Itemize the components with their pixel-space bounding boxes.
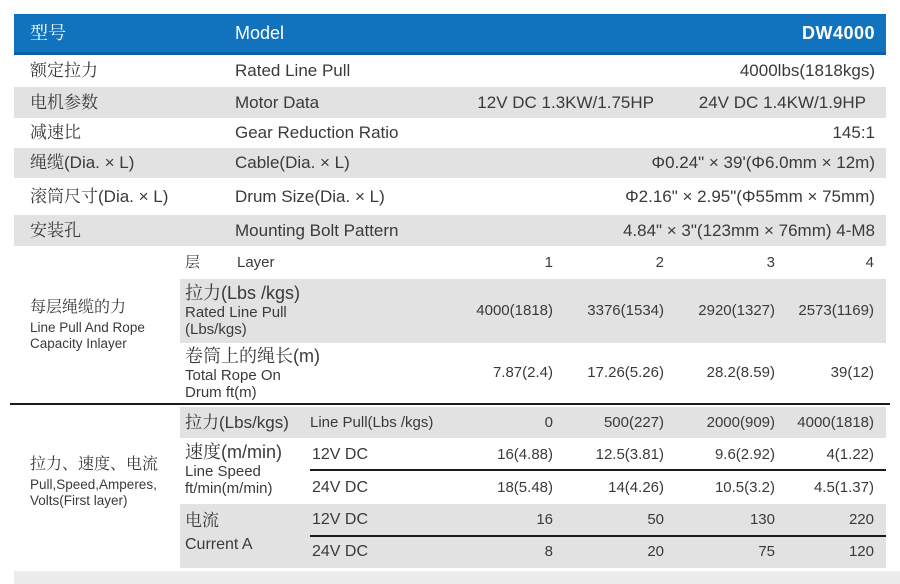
rope-length-value: 7.87(2.4)	[492, 364, 553, 381]
spec-row-cable	[14, 148, 886, 178]
spec-row-drum-size	[14, 178, 886, 215]
rated-pull-value: 2573(1169)	[798, 302, 874, 319]
side-label-en: Line Pull And Rope	[30, 320, 145, 335]
voltage-label-24v: 24V DC	[312, 543, 369, 560]
layer-capacity-section	[14, 246, 886, 403]
motor-value-12v: 12V DC 1.3KW/1.75HP	[477, 93, 654, 112]
current-value: 130	[749, 511, 775, 528]
line-pull-value: 2000(909)	[706, 414, 775, 431]
rope-length-value: 28.2(8.59)	[706, 364, 775, 381]
row-value: Φ0.24" × 39'(Φ6.0mm × 12m)	[651, 153, 875, 172]
rope-length-value: 39(12)	[830, 364, 874, 381]
model-number: DW4000	[801, 23, 875, 43]
line-speed-label	[185, 441, 282, 497]
side-label-en: Capacity Inlayer	[30, 336, 127, 351]
layer-label-en: Layer	[237, 254, 275, 271]
spec-row-rated-line-pull	[14, 55, 886, 87]
section-side-label	[30, 453, 158, 509]
current-label-cn: 电流	[185, 511, 219, 530]
speed-value: 9.6(2.92)	[714, 446, 775, 463]
row-label-cn: 安装孔	[30, 221, 81, 240]
row-label-en: Mounting Bolt Pattern	[235, 221, 399, 240]
layer-number: 4	[865, 254, 874, 271]
spec-row-mounting-bolt	[14, 215, 886, 246]
performance-section	[14, 405, 886, 568]
side-label-cn: 每层绳缆的力	[30, 299, 127, 316]
spec-row-gear-ratio	[14, 118, 886, 148]
speed-value: 4(1.22)	[826, 446, 874, 463]
row-label-cn: 滚筒尺寸(Dia. × L)	[30, 187, 169, 206]
side-label-cn: 拉力、速度、电流	[30, 456, 159, 473]
row-label-en: Gear Reduction Ratio	[235, 123, 399, 142]
speed-value: 4.5(1.37)	[813, 479, 874, 496]
row-label-en: Drum Size(Dia. × L)	[235, 187, 385, 206]
current-value: 16	[536, 511, 553, 528]
current-label-en: Current A	[185, 536, 253, 553]
layer-label-cn: 层	[185, 254, 201, 271]
rope-length-value: 17.26(5.26)	[587, 364, 664, 381]
line-pull-value: 4000(1818)	[797, 414, 874, 431]
row-label-en: Motor Data	[235, 93, 320, 112]
voltage-label-12v: 12V DC	[312, 446, 369, 463]
rope-length-label-en: Total Rope On	[185, 367, 281, 384]
side-label-en: Volts(First layer)	[30, 493, 128, 508]
voltage-label-24v: 24V DC	[312, 479, 369, 496]
line-speed-label-en: Line Speed	[185, 463, 261, 480]
speed-value: 12.5(3.81)	[595, 446, 664, 463]
current-value: 220	[848, 511, 874, 528]
current-value: 50	[647, 511, 664, 528]
rated-pull-value: 2920(1327)	[698, 302, 775, 319]
current-value: 120	[848, 543, 874, 560]
current-label	[185, 509, 253, 557]
line-pull-label-cn: 拉力(Lbs/kgs)	[185, 413, 289, 432]
row-label-cn: 电机参数	[30, 93, 98, 112]
row-label-cn: 减速比	[30, 123, 81, 142]
row-divider-line	[310, 469, 886, 471]
layer-number: 2	[655, 254, 664, 271]
row-label-en: Rated Line Pull	[235, 61, 351, 80]
page-footer-strip	[14, 571, 900, 584]
current-value: 75	[758, 543, 775, 560]
row-label-cn: 额定拉力	[30, 61, 98, 80]
header-label-en: Model	[235, 23, 285, 43]
voltage-label-12v: 12V DC	[312, 511, 369, 528]
rated-pull-value: 4000(1818)	[476, 302, 553, 319]
line-pull-value: 500(227)	[603, 414, 664, 431]
side-label-en: Pull,Speed,Amperes,	[30, 477, 157, 492]
line-pull-value: 0	[544, 414, 553, 431]
rated-pull-label	[185, 282, 300, 338]
current-value: 20	[647, 543, 664, 560]
line-speed-label-cn: 速度(m/min)	[185, 442, 282, 462]
row-label-en: Cable(Dia. × L)	[235, 153, 350, 172]
speed-value: 18(5.48)	[497, 479, 553, 496]
layer-number: 3	[766, 254, 775, 271]
speed-value: 10.5(3.2)	[714, 479, 775, 496]
section-side-label	[30, 296, 145, 352]
spec-row-motor-data	[14, 87, 886, 118]
layer-number: 1	[544, 254, 553, 271]
rope-length-label	[185, 345, 320, 401]
current-value: 8	[544, 543, 553, 560]
table-header-row	[14, 14, 886, 55]
rated-pull-label-en: (Lbs/kgs)	[185, 321, 247, 338]
speed-value: 14(4.26)	[608, 479, 664, 496]
rated-pull-value: 3376(1534)	[587, 302, 664, 319]
row-label-cn: 绳缆(Dia. × L)	[30, 153, 135, 172]
rated-pull-label-cn: 拉力(Lbs /kgs)	[185, 283, 301, 303]
rope-length-label-en: Drum ft(m)	[185, 384, 257, 401]
row-value: 145:1	[832, 123, 875, 142]
row-divider-line	[310, 535, 886, 537]
spec-table	[14, 14, 886, 568]
row-value: 4000lbs(1818kgs)	[739, 61, 875, 80]
speed-value: 16(4.88)	[497, 446, 553, 463]
row-value: 4.84" × 3"(123mm × 76mm) 4-M8	[622, 221, 875, 240]
rope-length-label-cn: 卷筒上的绳长(m)	[185, 346, 320, 366]
line-speed-label-en: ft/min(m/min)	[185, 480, 273, 497]
row-value: Φ2.16" × 2.95"(Φ55mm × 75mm)	[625, 187, 875, 206]
header-label-cn: 型号	[30, 23, 66, 43]
line-pull-label-en: Line Pull(Lbs /kgs)	[310, 414, 434, 431]
motor-value-24v: 24V DC 1.4KW/1.9HP	[698, 93, 866, 112]
rated-pull-label-en: Rated Line Pull	[185, 304, 287, 321]
